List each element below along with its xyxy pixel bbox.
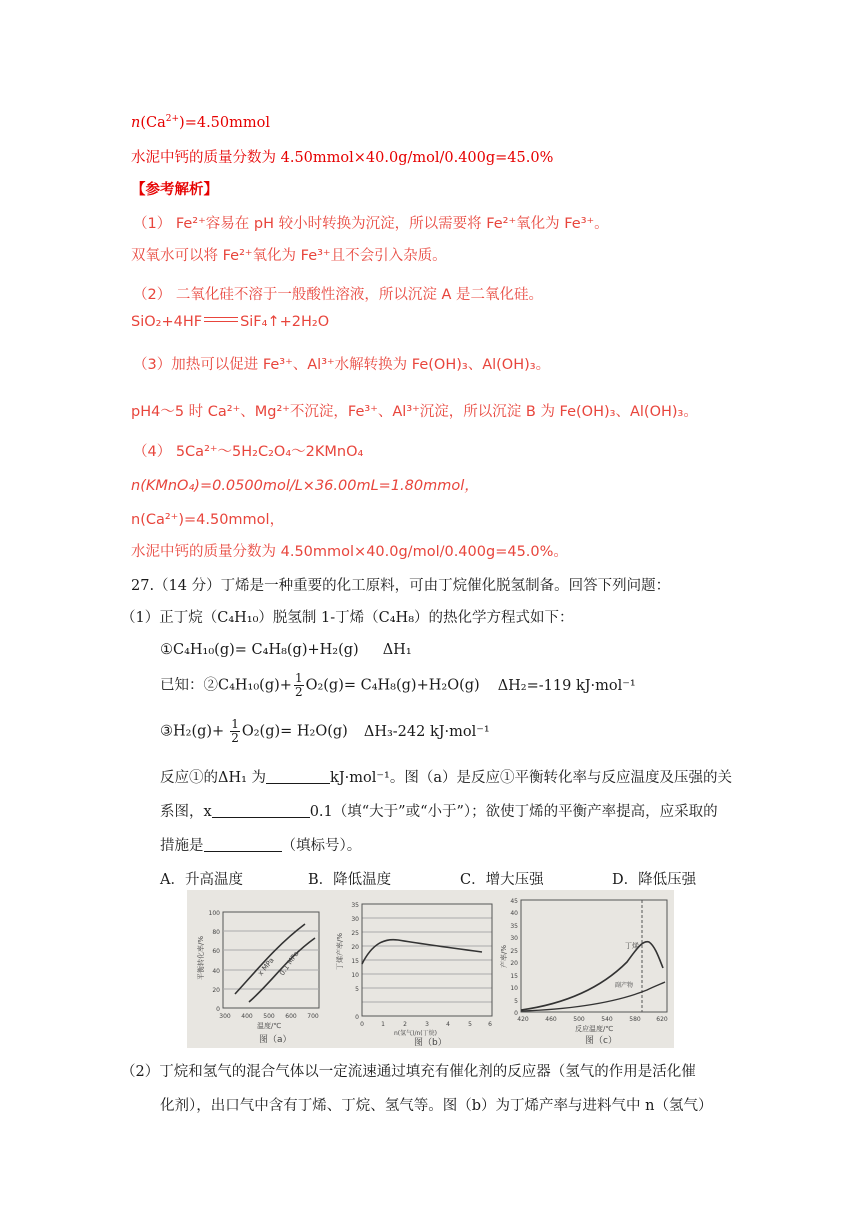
figure-c — [497, 890, 674, 1048]
q27-options — [160, 868, 696, 889]
figure-c-label-byproduct: 副产物 — [615, 982, 634, 989]
option-d: D．降低压强 — [612, 872, 697, 888]
answer-blank-dh1[interactable] — [266, 769, 330, 784]
figure-b-caption: 图（b） — [414, 1038, 447, 1048]
figure-c-xtick: 500 — [573, 1016, 585, 1023]
figure-b-xtick: 0 — [360, 1021, 364, 1028]
figure-c-ytick: 15 — [510, 973, 518, 980]
figure-c-ytick: 5 — [514, 998, 518, 1005]
figure-c-xtick: 420 — [517, 1016, 529, 1023]
figure-b-ytick: 0 — [355, 1014, 359, 1021]
figure-b-xlabel: n(氢气)/n(丁烷) — [394, 1030, 437, 1037]
figure-strip — [187, 890, 674, 1048]
figure-c-ytick: 30 — [510, 935, 518, 942]
figure-a-ytick: 60 — [212, 948, 220, 955]
figure-b-ytick: 30 — [351, 916, 359, 923]
figure-c-ytick: 40 — [510, 910, 518, 917]
figure-a-curve1-label: x MPa — [256, 956, 276, 978]
analysis-line-2: 双氧水可以将 Fe²⁺氧化为 Fe³⁺且不会引入杂质。 — [131, 248, 447, 264]
q27-intro: 27.（14 分）丁烯是一种重要的化工原料，可由丁烷催化脱氢制备。回答下列问题： — [131, 578, 671, 594]
analysis-line-4: SiO₂+4HF SiF₄↑+2H₂O — [131, 314, 330, 330]
figure-a-xtick: 500 — [263, 1013, 275, 1020]
figure-c-caption: 图（c） — [585, 1036, 617, 1046]
q27-question-line-3: 措施是 （填标号）。 — [160, 838, 362, 854]
figure-a-curve2-label: 0.1 MPa — [278, 949, 301, 978]
figure-a-ytick: 20 — [212, 987, 220, 994]
figure-c-xtick: 540 — [601, 1016, 613, 1023]
figure-b — [332, 890, 497, 1048]
analysis-heading: 【参考解析】 — [131, 181, 218, 198]
figure-c-ytick: 35 — [510, 923, 518, 930]
figure-a-ytick: 40 — [212, 968, 220, 975]
q27-eq2: 已知：②C₄H₁₀(g)+ $\frac{1}{2}$ O₂(g)= C₄H₈(g)+H₂O(g) ΔH₂=-119 kJ·mol⁻¹ — [160, 671, 636, 699]
figure-a-caption: 图（a） — [259, 1035, 292, 1045]
figure-b-ytick: 15 — [351, 958, 359, 965]
q27-part1: （1）正丁烷（C₄H₁₀）脱氢制 1-丁烯（C₄H₈）的热化学方程式如下： — [121, 610, 574, 626]
figure-c-ytick: 0 — [514, 1010, 518, 1017]
figure-c-ytick: 20 — [510, 960, 518, 967]
figure-b-xtick: 1 — [381, 1021, 385, 1028]
figure-a-xtick: 300 — [219, 1013, 231, 1020]
analysis-line-5: （3）加热可以促进 Fe³⁺、Al³⁺水解转换为 Fe(OH)₃、Al(OH)₃。 — [133, 357, 551, 373]
figure-a — [187, 890, 332, 1048]
figure-c-ytick: 45 — [510, 898, 518, 905]
figure-b-xtick: 2 — [403, 1021, 407, 1028]
equals-sign-icon — [204, 317, 238, 322]
analysis-line-9: n(Ca²⁺)=4.50mmol， — [131, 512, 285, 528]
figure-a-ytick: 100 — [208, 910, 220, 917]
figure-c-xtick: 580 — [629, 1016, 641, 1023]
figure-a-ytick: 80 — [212, 929, 220, 936]
figure-a-xtick: 700 — [307, 1013, 319, 1020]
option-b: B．降低温度 — [308, 872, 392, 888]
figure-b-ylabel: 丁烯产率/% — [336, 932, 344, 970]
fraction-half: $\frac{1}{2}$ — [294, 671, 303, 699]
figure-a-xlabel: 温度/℃ — [257, 1022, 282, 1030]
q27-eq1: ①C₄H₁₀(g)= C₄H₈(g)+H₂(g) ΔH₁ — [160, 642, 412, 658]
figure-c-xtick: 620 — [656, 1016, 668, 1023]
option-a: A．升高温度 — [160, 872, 243, 888]
figure-c-ytick: 10 — [510, 985, 518, 992]
figure-c-xlabel: 反应温度/℃ — [575, 1025, 614, 1033]
figure-b-ytick: 25 — [351, 930, 359, 937]
answer-ca-mol: $n(Ca^{2+})=4.50mmol$ — [131, 114, 271, 131]
analysis-line-8: n(KMnO₄)=0.0500mol/L×36.00mL=1.80mmol， — [131, 478, 479, 494]
answer-blank-x[interactable] — [212, 803, 310, 818]
figure-c-xtick: 460 — [545, 1016, 557, 1023]
figure-b-ytick: 10 — [351, 972, 359, 979]
analysis-line-6: pH4～5 时 Ca²⁺、Mg²⁺不沉淀，Fe³⁺、Al³⁺沉淀，所以沉淀 B 为 Fe(OH)₃、Al(OH)₃。 — [131, 404, 698, 420]
analysis-line-1: （1） Fe²⁺容易在 pH 较小时转换为沉淀，所以需要将 Fe²⁺氧化为 Fe³⁺。 — [133, 216, 609, 232]
figure-b-xtick: 3 — [425, 1021, 429, 1028]
figure-b-ytick: 35 — [351, 902, 359, 909]
figure-c-ytick: 25 — [510, 948, 518, 955]
figure-a-xtick: 400 — [241, 1013, 253, 1020]
q27-part2-line-1: （2）丁烷和氢气的混合气体以一定流速通过填充有催化剂的反应器（氢气的作用是活化催 — [121, 1064, 696, 1080]
figure-c-frame — [521, 900, 667, 1012]
answer-blank-measure[interactable] — [204, 837, 282, 852]
figure-b-ytick: 20 — [351, 944, 359, 951]
figure-a-xtick: 600 — [285, 1013, 297, 1020]
figure-c-label-butene: 丁烯 — [625, 942, 639, 950]
analysis-line-7: （4） 5Ca²⁺～5H₂C₂O₄～2KMnO₄ — [133, 444, 364, 460]
option-c: C．增大压强 — [460, 872, 544, 888]
figure-b-ytick: 5 — [355, 986, 359, 993]
figure-a-ylabel: 平衡转化率/% — [197, 935, 205, 980]
fraction-half: $\frac{1}{2}$ — [231, 717, 239, 745]
analysis-line-10: 水泥中钙的质量分数为 4.50mmol×40.0g/mol/0.400g=45.0%。 — [131, 544, 568, 560]
figure-c-ylabel: 产率/% — [500, 944, 508, 968]
figure-b-xtick: 4 — [446, 1021, 450, 1028]
figure-b-xtick: 6 — [488, 1021, 492, 1028]
q27-part2-line-2: 化剂），出口气中含有丁烯、丁烷、氢气等。图（b）为丁烯产率与进料气中 n（氢气） — [160, 1098, 713, 1114]
q27-question-line-1: 反应①的ΔH₁ 为 kJ·mol⁻¹。图（a）是反应①平衡转化率与反应温度及压强的关 — [160, 770, 732, 786]
q27-question-line-2: 系图，x 0.1（填“大于”或“小于”）；欲使丁烯的平衡产率提高，应采取的 — [160, 804, 718, 820]
analysis-line-3: （2） 二氧化硅不溶于一般酸性溶液，所以沉淀 A 是二氧化硅。 — [133, 287, 543, 303]
figure-b-xtick: 5 — [468, 1021, 472, 1028]
q27-eq3: ③H₂(g)+ $\frac{1}{2}$ O₂(g)= H₂O(g) ΔH₃-242 kJ·mol⁻¹ — [160, 717, 490, 745]
figure-a-ytick: 0 — [216, 1006, 220, 1013]
answer-ca-fraction: 水泥中钙的质量分数为 4.50mmol×40.0g/mol/0.400g=45.0% — [131, 150, 554, 166]
